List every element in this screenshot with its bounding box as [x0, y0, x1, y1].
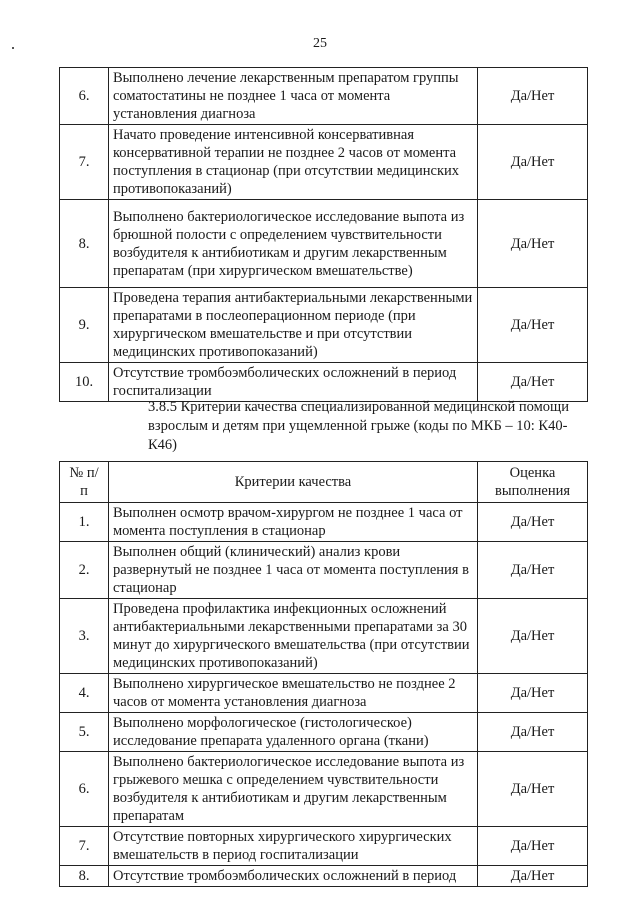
criterion-text: Выполнен осмотр врачом-хирургом не позднее 1 часа от момента поступления в стационар [109, 503, 478, 542]
section-heading: 3.8.5 Критерии качества специализированной медицинской помощи взрослым и детям при ущемленной грыже (коды по МКБ – 10: К40-К46) [148, 399, 569, 453]
table-row [60, 288, 588, 363]
row-number: 10. [60, 363, 109, 402]
criterion-text: Выполнено морфологическое (гистологическое) исследование препарата удаленного органа (ткани) [109, 713, 478, 752]
criterion-text: Отсутствие тромбоэмболических осложнений в период [109, 866, 478, 887]
header-result: Оценка выполнения [478, 462, 588, 503]
criterion-text: Выполнено хирургическое вмешательство не позднее 2 часов от момента установления диагноза [109, 674, 478, 713]
result-value: Да/Нет [478, 68, 588, 125]
header-number: № п/п [60, 462, 109, 503]
result-value: Да/Нет [478, 363, 588, 402]
criterion-text: Выполнено лечение лекарственным препаратом группы соматостатины не позднее 1 часа от момента установления диагноза [109, 68, 478, 125]
result-value: Да/Нет [478, 827, 588, 866]
table-row [60, 125, 588, 200]
row-number: 5. [60, 713, 109, 752]
result-value: Да/Нет [478, 542, 588, 599]
row-number: 2. [60, 542, 109, 599]
criterion-text: Выполнен общий (клинический) анализ крови развернутый не позднее 1 часа от момента поступления в стационар [109, 542, 478, 599]
result-value: Да/Нет [478, 713, 588, 752]
table-row [60, 827, 588, 866]
result-value: Да/Нет [478, 752, 588, 827]
row-number: 6. [60, 752, 109, 827]
row-number: 8. [60, 200, 109, 288]
criterion-text: Отсутствие тромбоэмболических осложнений в период госпитализации [109, 363, 478, 402]
criterion-text: Начато проведение интенсивной консервативная консервативной терапии не позднее 2 часов от момента поступления в стационар (при отсутствии медицинских противопоказаний) [109, 125, 478, 200]
row-number: 6. [60, 68, 109, 125]
table-row [60, 752, 588, 827]
row-number: 7. [60, 125, 109, 200]
criterion-text: Проведена терапия антибактериальными лекарственными препаратами в послеоперационном периоде (при хирургическом вмешательстве и при отсутствии медицинских противопоказаний) [109, 288, 478, 363]
page-number: 25 [313, 36, 327, 51]
table-row [60, 674, 588, 713]
criterion-text: Выполнено бактериологическое исследование выпота из брюшной полости с определением чувствительности возбудителя к антибиотикам и другим лекарственным препаратам (при хирургическом вмешательстве) [109, 200, 478, 288]
row-number: 9. [60, 288, 109, 363]
result-value: Да/Нет [478, 866, 588, 887]
table-row [60, 599, 588, 674]
criterion-text: Отсутствие повторных хирургического хирургических вмешательств в период госпитализации [109, 827, 478, 866]
criterion-text: Проведена профилактика инфекционных осложнений антибактериальными лекарственными препаратами за 30 минут до хирургического вмешательства (при отсутствии медицинских противопоказаний) [109, 599, 478, 674]
table-row [60, 200, 588, 288]
result-value: Да/Нет [478, 200, 588, 288]
table-row [60, 866, 588, 887]
row-number: 3. [60, 599, 109, 674]
result-value: Да/Нет [478, 125, 588, 200]
result-value: Да/Нет [478, 599, 588, 674]
criterion-text: Выполнено бактериологическое исследование выпота из грыжевого мешка с определением чувствительности возбудителя к антибиотикам и другим лекарственным препаратам [109, 752, 478, 827]
criteria-table-hernia [59, 461, 588, 887]
header-criterion: Критерии качества [109, 462, 478, 503]
row-number: 7. [60, 827, 109, 866]
table-row [60, 503, 588, 542]
result-value: Да/Нет [478, 674, 588, 713]
row-number: 4. [60, 674, 109, 713]
table-row [60, 68, 588, 125]
row-number: 8. [60, 866, 109, 887]
result-value: Да/Нет [478, 503, 588, 542]
row-number: 1. [60, 503, 109, 542]
criteria-table-continued [59, 67, 588, 402]
table-header-row [60, 462, 588, 503]
table-row [60, 363, 588, 402]
table-row [60, 542, 588, 599]
table-row [60, 713, 588, 752]
result-value: Да/Нет [478, 288, 588, 363]
